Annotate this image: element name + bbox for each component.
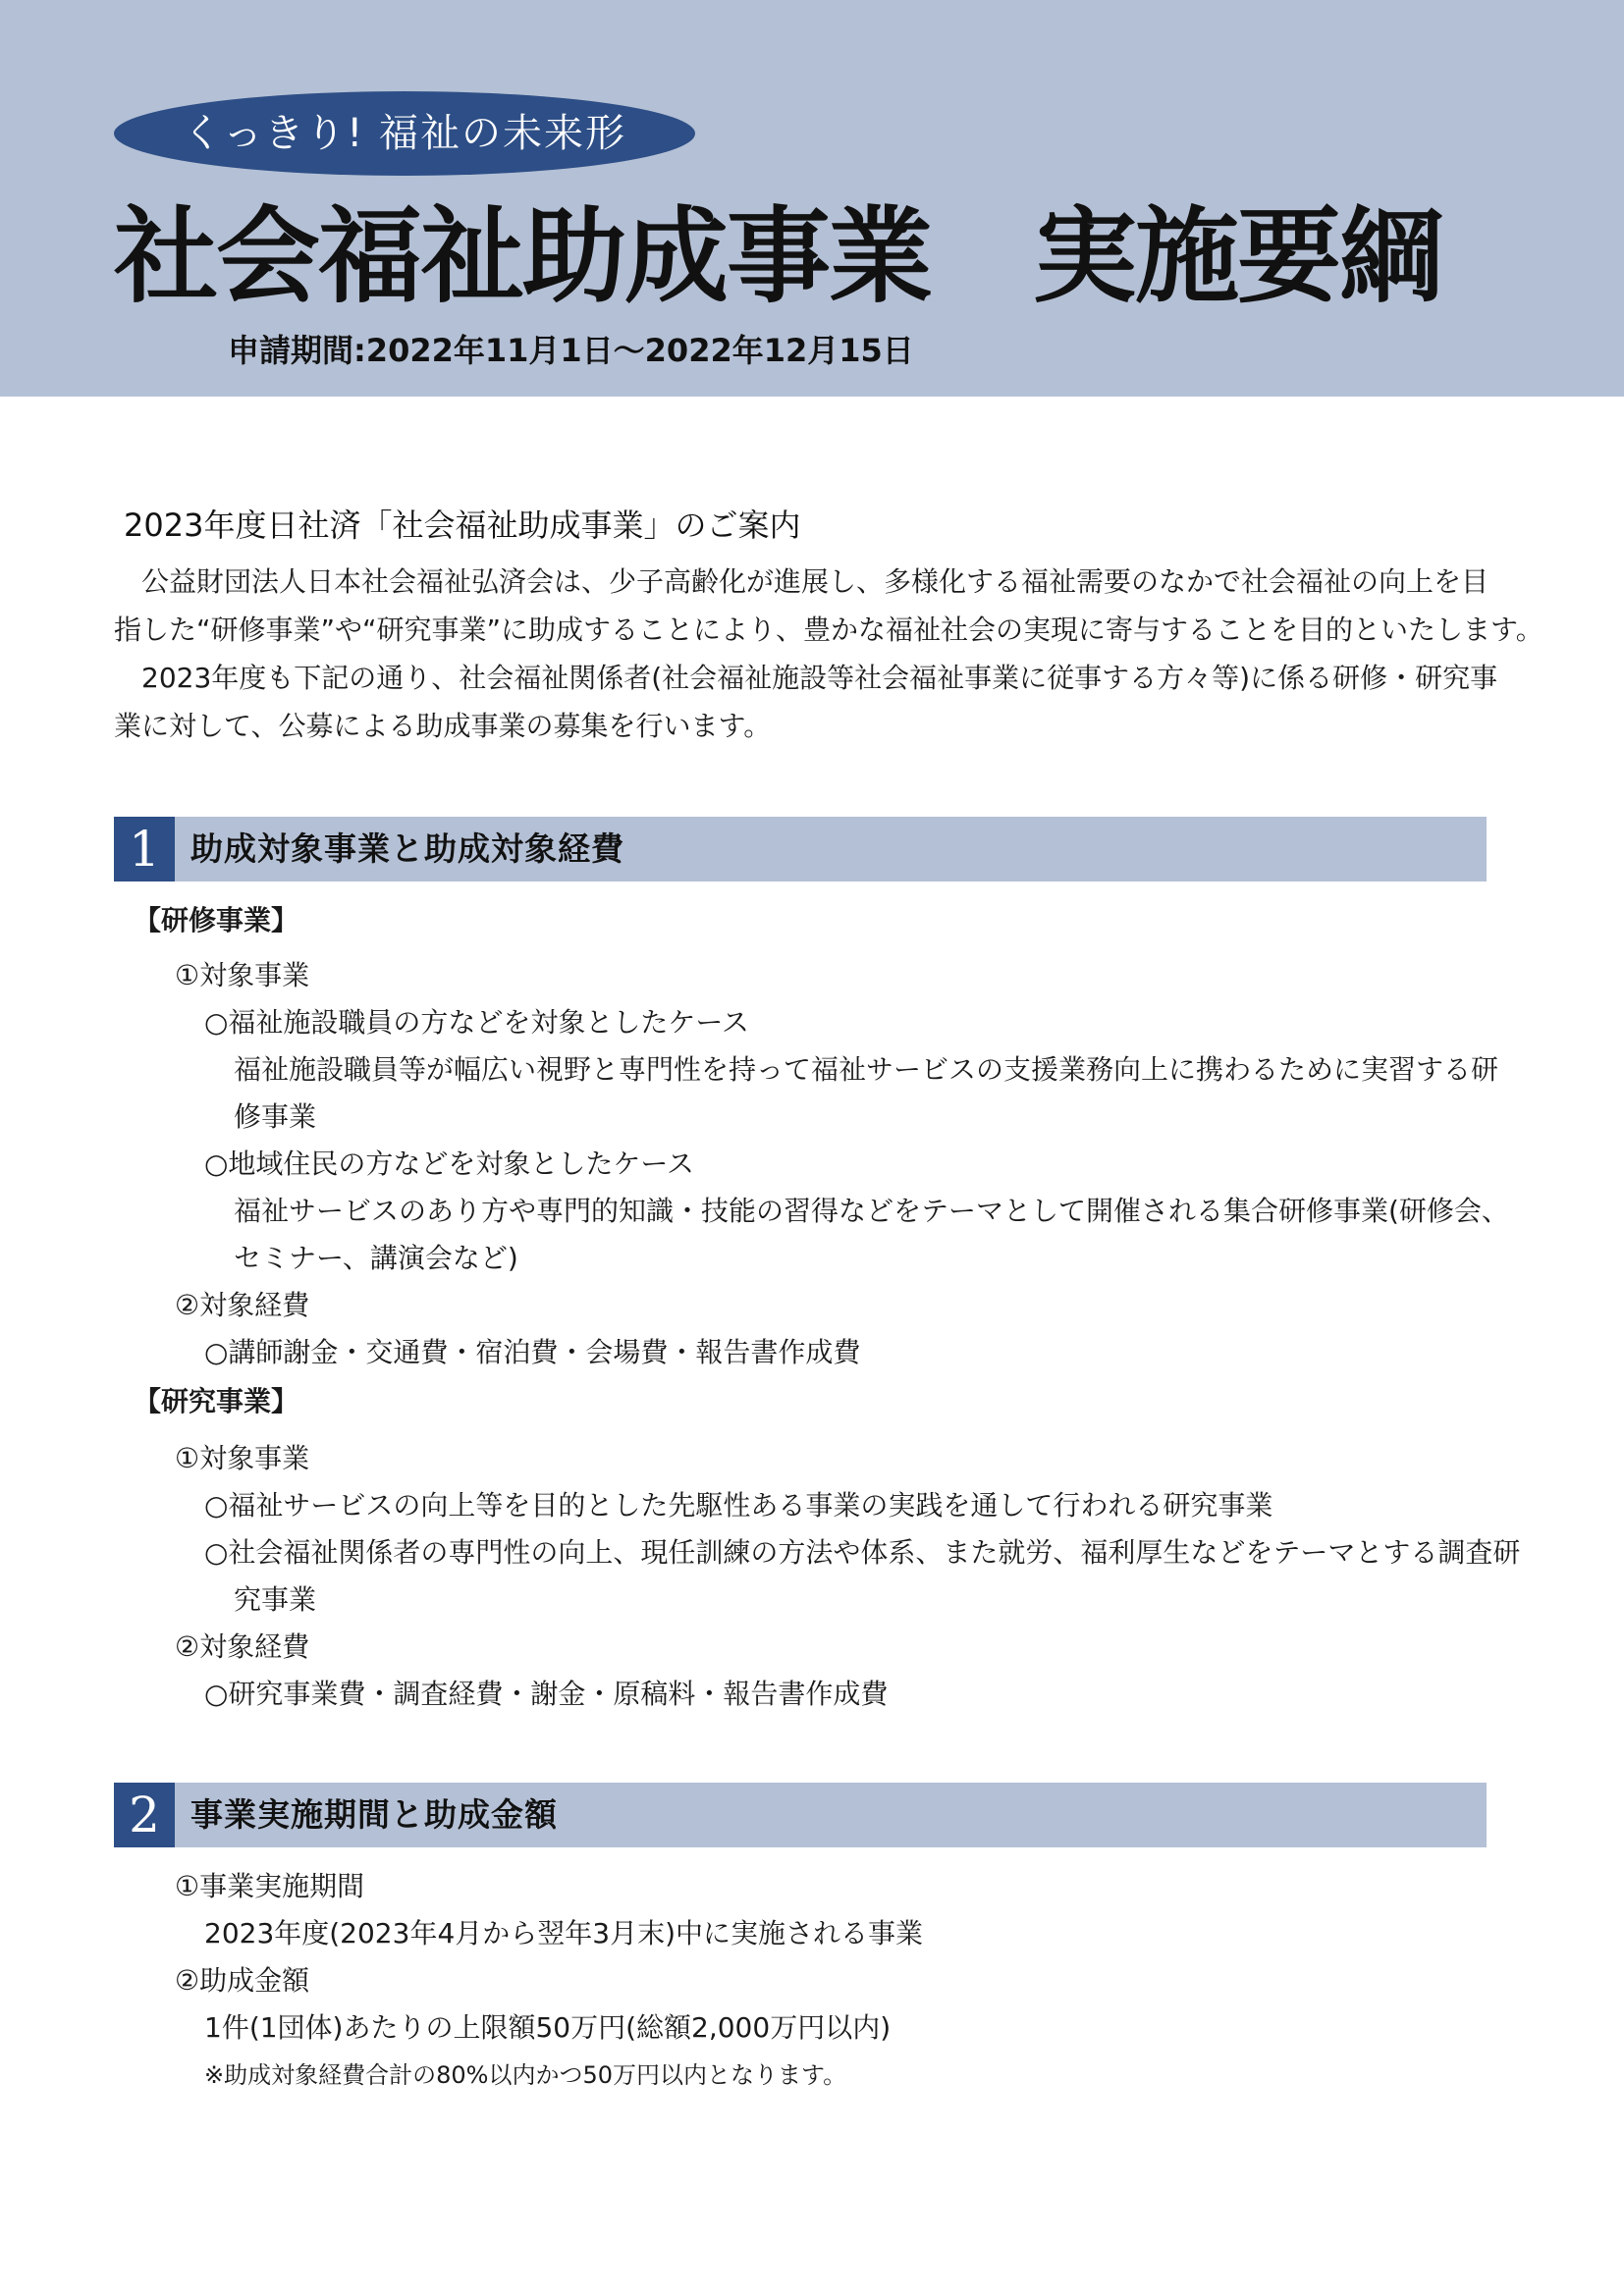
grant-amount-note: ※助成対象経費合計の80%以内かつ50万円以内となります。 [204,2061,847,2089]
section-1-number: 1 [114,817,175,881]
intro-paragraph-1-line-1: 公益財団法人日本社会福祉弘済会は、少子高齢化が進展し、多様化する福祉需要のなかで社会福祉の向上を目 [114,565,1489,598]
tagline-badge: くっきり! 福祉の未来形 [114,91,695,176]
training-target-label: ①対象事業 [175,959,310,991]
training-case-1-title: ○福祉施設職員の方などを対象としたケース [204,1006,750,1039]
grant-amount-text: 1件(1団体)あたりの上限額50万円(総額2,000万円以内) [204,2011,892,2044]
header-band [0,0,1624,397]
implementation-period-text: 2023年度(2023年4月から翌年3月末)中に実施される事業 [204,1917,923,1949]
grant-amount-label: ②助成金額 [175,1964,310,1997]
implementation-period-label: ①事業実施期間 [175,1870,365,1902]
intro-paragraph-2-line-2: 業に対して、公募による助成事業の募集を行います。 [114,710,772,742]
training-case-2-title: ○地域住民の方などを対象としたケース [204,1148,695,1180]
section-2-title: 事業実施期間と助成金額 [190,1795,558,1834]
intro-paragraph-1-line-2: 指した“研修事業”や“研究事業”に助成することにより、豊かな福祉社会の実現に寄与することを目的といたします。 [114,614,1543,646]
section-1-header [114,817,1487,881]
research-target-label: ①対象事業 [175,1442,310,1474]
research-item-2-line-2: 究事業 [234,1583,317,1616]
intro-paragraph-2-line-1: 2023年度も下記の通り、社会福祉関係者(社会福祉施設等社会福祉事業に従事する方々等)に係る研修・研究事 [114,662,1498,694]
training-case-2-desc-line-1: 福祉サービスのあり方や専門的知識・技能の習得などをテーマとして開催される集合研修事業(研修会、 [234,1195,1509,1227]
research-heading: 【研究事業】 [134,1385,299,1417]
page-title: 社会福祉助成事業 実施要綱 [114,194,1441,317]
intro-heading: 2023年度日社済「社会福祉助成事業」のご案内 [124,507,801,544]
section-2-header [114,1783,1487,1847]
research-cost-items: ○研究事業費・調査経費・謝金・原稿料・報告書作成費 [204,1678,889,1710]
research-item-1: ○福祉サービスの向上等を目的とした先駆性ある事業の実践を通して行われる研究事業 [204,1489,1273,1522]
intro-paragraph-1 [114,558,1543,654]
intro-paragraph-2 [114,654,1498,750]
training-heading: 【研修事業】 [134,904,299,936]
section-1-title: 助成対象事業と助成対象経費 [190,829,624,868]
section-2-number: 2 [114,1783,175,1847]
research-cost-label: ②対象経費 [175,1630,310,1663]
training-cost-label: ②対象経費 [175,1289,310,1321]
training-case-2-desc-line-2: セミナー、講演会など) [234,1242,518,1274]
training-case-1-desc-line-2: 修事業 [234,1100,317,1133]
application-period: 申請期間:2022年11月1日〜2022年12月15日 [228,332,914,369]
research-item-2-line-1: ○社会福祉関係者の専門性の向上、現任訓練の方法や体系、また就労、福利厚生などをテーマとする調査研 [204,1536,1521,1569]
training-cost-items: ○講師謝金・交通費・宿泊費・会場費・報告書作成費 [204,1336,861,1368]
training-case-1-desc-line-1: 福祉施設職員等が幅広い視野と専門性を持って福祉サービスの支援業務向上に携わるために実習する研 [234,1053,1499,1086]
